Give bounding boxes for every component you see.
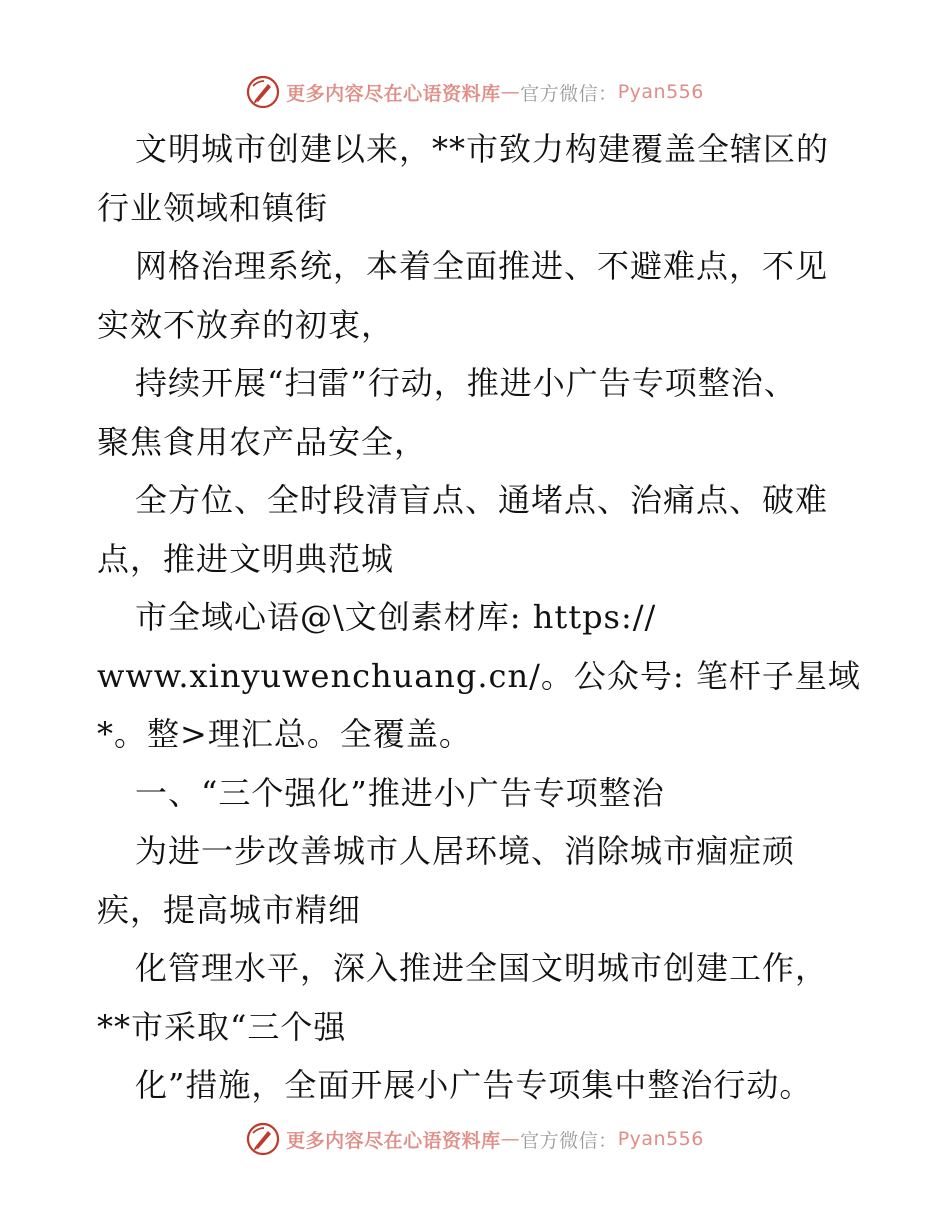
header-watermark [0,72,950,112]
text-line: 文明城市创建以来，**市致力构建覆盖全辖区的 [135,130,830,168]
text-line: 实效不放弃的初衷， [97,305,395,344]
watermark-dash: — [500,81,521,103]
text-line: 化”措施，全面开展小广告专项集中整治行动。 [135,1066,813,1104]
text-line: 为进一步改善城市人居环境、消除城市痼症顽 [135,832,796,870]
pen-logo-icon [246,1122,280,1156]
watermark-official-label: 官方微信： [520,82,618,105]
text-line: 疾，提高城市精细 [97,890,362,929]
text-line: 行业领域和镇街 [97,188,329,227]
pen-logo-icon [246,75,280,109]
text-line: 化管理水平，深入推进全国文明城市创建工作， [135,949,829,987]
watermark-main-text: 更多内容尽在心语资料库 [286,82,501,105]
text-line: 网格治理系统，本着全面推进、不避难点，不见 [135,247,829,285]
text-line: *。整>理汇总。全覆盖。 [97,715,472,753]
watermark-main-text: 更多内容尽在心语资料库 [286,1129,501,1152]
text-line: 持续开展“扫雷”行动，推进小广告专项整治、 [135,364,797,402]
watermark-handle: Pyan556 [617,81,704,103]
section-heading: 一、“三个强化”推进小广告专项整治 [135,773,665,812]
text-line: www.xinyuwenchuang.cn/。公众号: 笔杆子星域 [97,656,861,695]
document-body [97,120,861,1115]
watermark-dash: — [500,1128,521,1150]
text-line: 市全域心语@\文创素材库: https:// [135,598,657,636]
text-line: **市采取“三个强 [97,1007,347,1046]
text-line: 聚焦食用农产品安全， [97,422,428,461]
watermark-handle: Pyan556 [617,1128,704,1150]
watermark-official-label: 官方微信： [520,1129,618,1152]
footer-watermark [0,1119,950,1159]
text-line: 全方位、全时段清盲点、通堵点、治痛点、破难 [135,481,829,519]
text-line: 点，推进文明典范城 [97,539,395,578]
